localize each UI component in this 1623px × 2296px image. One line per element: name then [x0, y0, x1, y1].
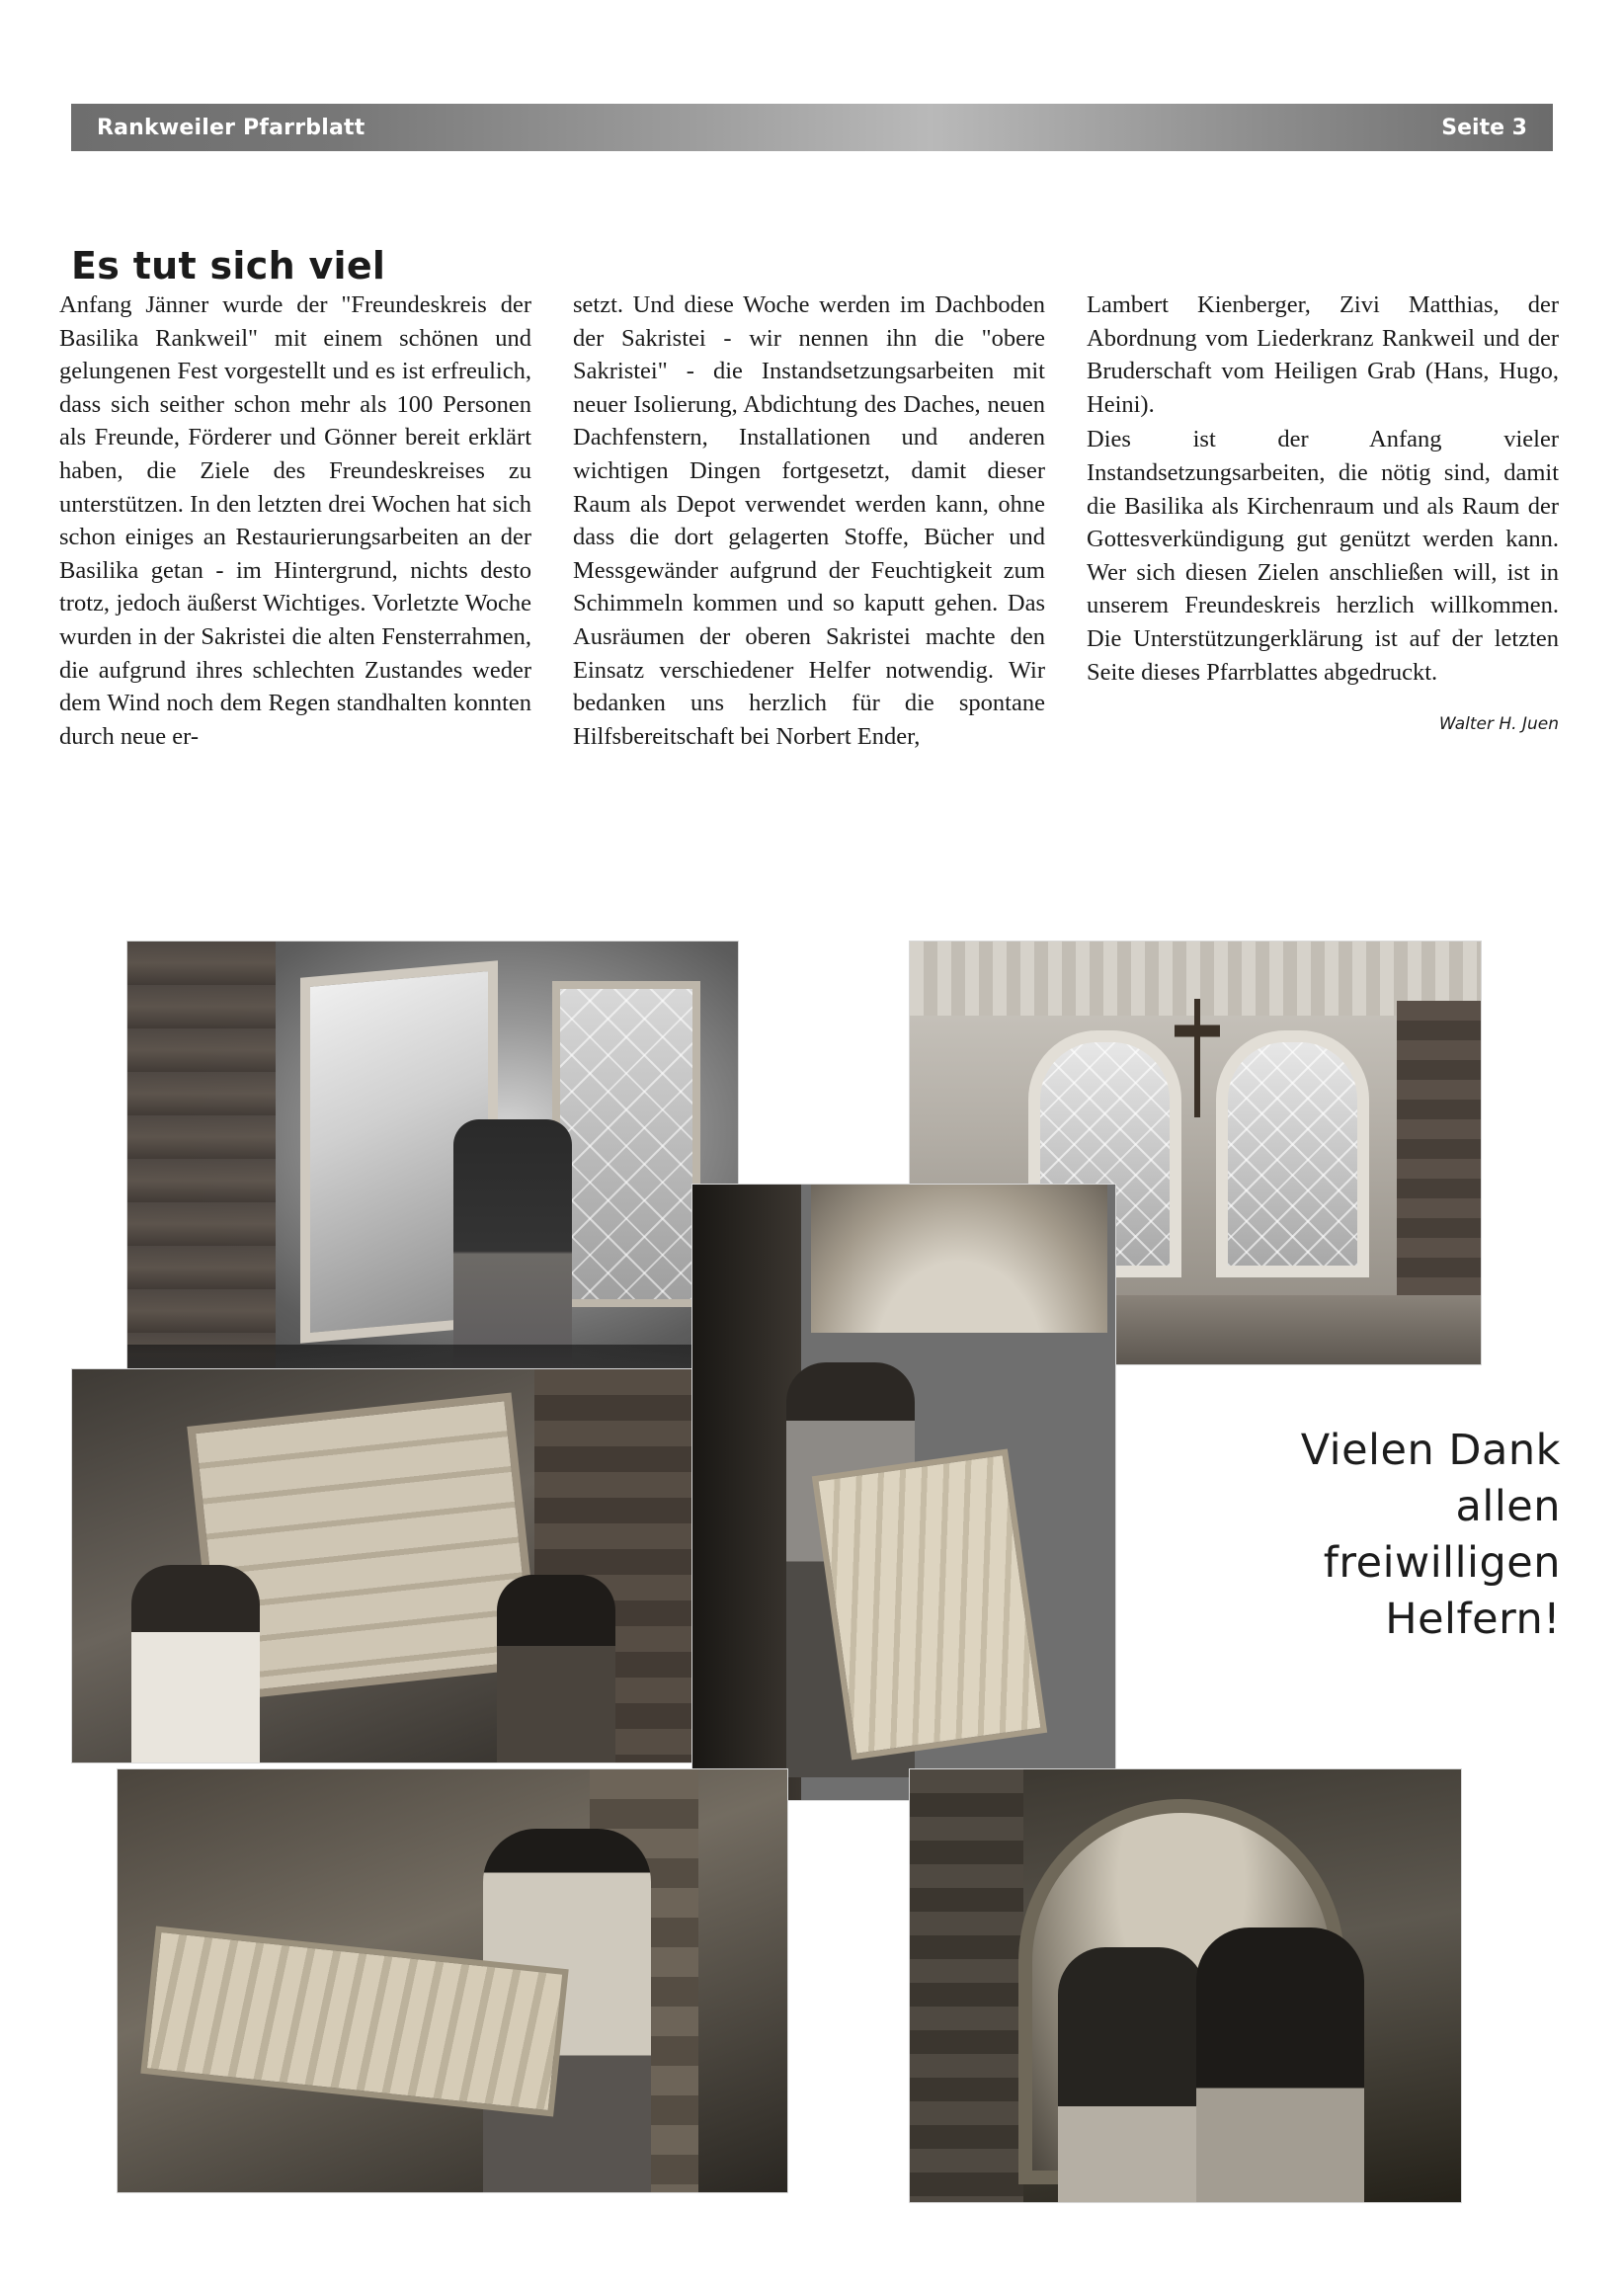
article-byline: Walter H. Juen	[1438, 714, 1559, 735]
text-column-2	[573, 288, 1045, 753]
thank-you-line: freiwilligen	[1323, 1538, 1561, 1588]
photo-moving-bench	[117, 1768, 788, 2193]
photo-detail-helper-left	[131, 1565, 260, 1763]
paragraph: Lambert Kienberger, Zivi Matthias, der Abordnung vom Liederkranz Rankweil und der Bruderschaft vom Heiligen Grab (Hans, Hugo, Heini).	[1087, 291, 1559, 418]
thank-you-line: Vielen Dank	[1300, 1426, 1561, 1475]
photo-detail-cabinet	[127, 942, 276, 1414]
paragraph: Anfang Jänner wurde der "Freundeskreis der Basilika Rankweil" mit einem schönen und gelungenen Fest vorgestellt und es ist erfreulich, dass sich seither schon mehr als 100 Personen als Freunde, Förderer und Gönner bereit erklärt haben, die Ziele des Freundeskreises zu unterstützen. In den letzten drei Wochen hat sich schon einiges an Restaurierungsarbeiten an der Basilika getan - im Hintergrund, nichts desto trotz, jedoch äußerst Wichtiges. Vorletzte Woche wurden in der Sakristei die alten Fensterrahmen, die aufgrund ihres schlechten Zustandes weder dem Wind noch dem Regen standhalten konnten durch neue er-	[59, 291, 531, 750]
publication-title: Rankweiler Pfarrblatt	[97, 115, 365, 140]
article-headline: Es tut sich viel	[71, 244, 386, 288]
photo-carrying-shelf	[71, 1368, 703, 1763]
paragraph: setzt. Und diese Woche werden im Dachboden der Sakristei - wir nennen ihn die "obere Sakristei" - die Instandsetzungsarbeiten mit neuer Isolierung, Abdichtung des Daches, neuen Dachfenstern, Installationen und anderen wichtigen Dingen fortgesetzt, damit dieser Raum als Depot verwendet werden kann, ohne dass die dort gelagerten Stoffe, Bücher und Messgewänder aufgrund der Feuchtigkeit zum Schimmeln kommen und so kaputt gehen. Das Ausräumen der oberen Sakristei machte den Einsatz verschiedener Helfer notwendig. Wir bedanken uns herzlich für die spontane Hilfsbereitschaft bei Norbert Ender,	[573, 291, 1045, 750]
photo-detail-lattice-window	[552, 981, 700, 1307]
thank-you-note	[1116, 1423, 1561, 1648]
photo-arched-doorway	[909, 1768, 1462, 2203]
photo-detail-window-right	[1216, 1030, 1369, 1277]
page-header-bar	[71, 104, 1553, 151]
text-column-3	[1087, 288, 1559, 753]
photo-detail-helper-right	[1196, 1927, 1364, 2203]
photo-detail-shadow	[692, 1185, 801, 1800]
photo-sacristy-window-removal	[126, 941, 739, 1415]
crucifix-icon	[1175, 999, 1220, 1117]
paragraph: Dies ist der Anfang vieler Instandsetzungsarbeiten, die nötig sind, damit die Basilika als Kirchenraum und als Raum der Gottesverkündigung gut genützt werden kann. Wer sich diesen Zielen anschließen will, ist in unserem Freundeskreis herzlich willkommen. Die Unterstützungerklärung ist auf der letzten Seite dieses Pfarrblattes abgedruckt.	[1087, 426, 1559, 686]
thank-you-line: allen	[1455, 1482, 1561, 1531]
photo-detail-vault	[811, 1185, 1107, 1333]
photo-detail-helper-left	[1058, 1947, 1206, 2203]
text-column-1	[59, 288, 531, 753]
photo-detail-wooden-board	[812, 1448, 1047, 1760]
photo-detail-helper-right	[497, 1575, 615, 1763]
photo-carrying-board	[691, 1184, 1116, 1801]
article-body	[59, 288, 1561, 753]
page-number-label: Seite 3	[1441, 115, 1527, 140]
photo-detail-wall	[910, 1769, 1023, 2202]
thank-you-line: Helfern!	[1385, 1595, 1561, 1644]
